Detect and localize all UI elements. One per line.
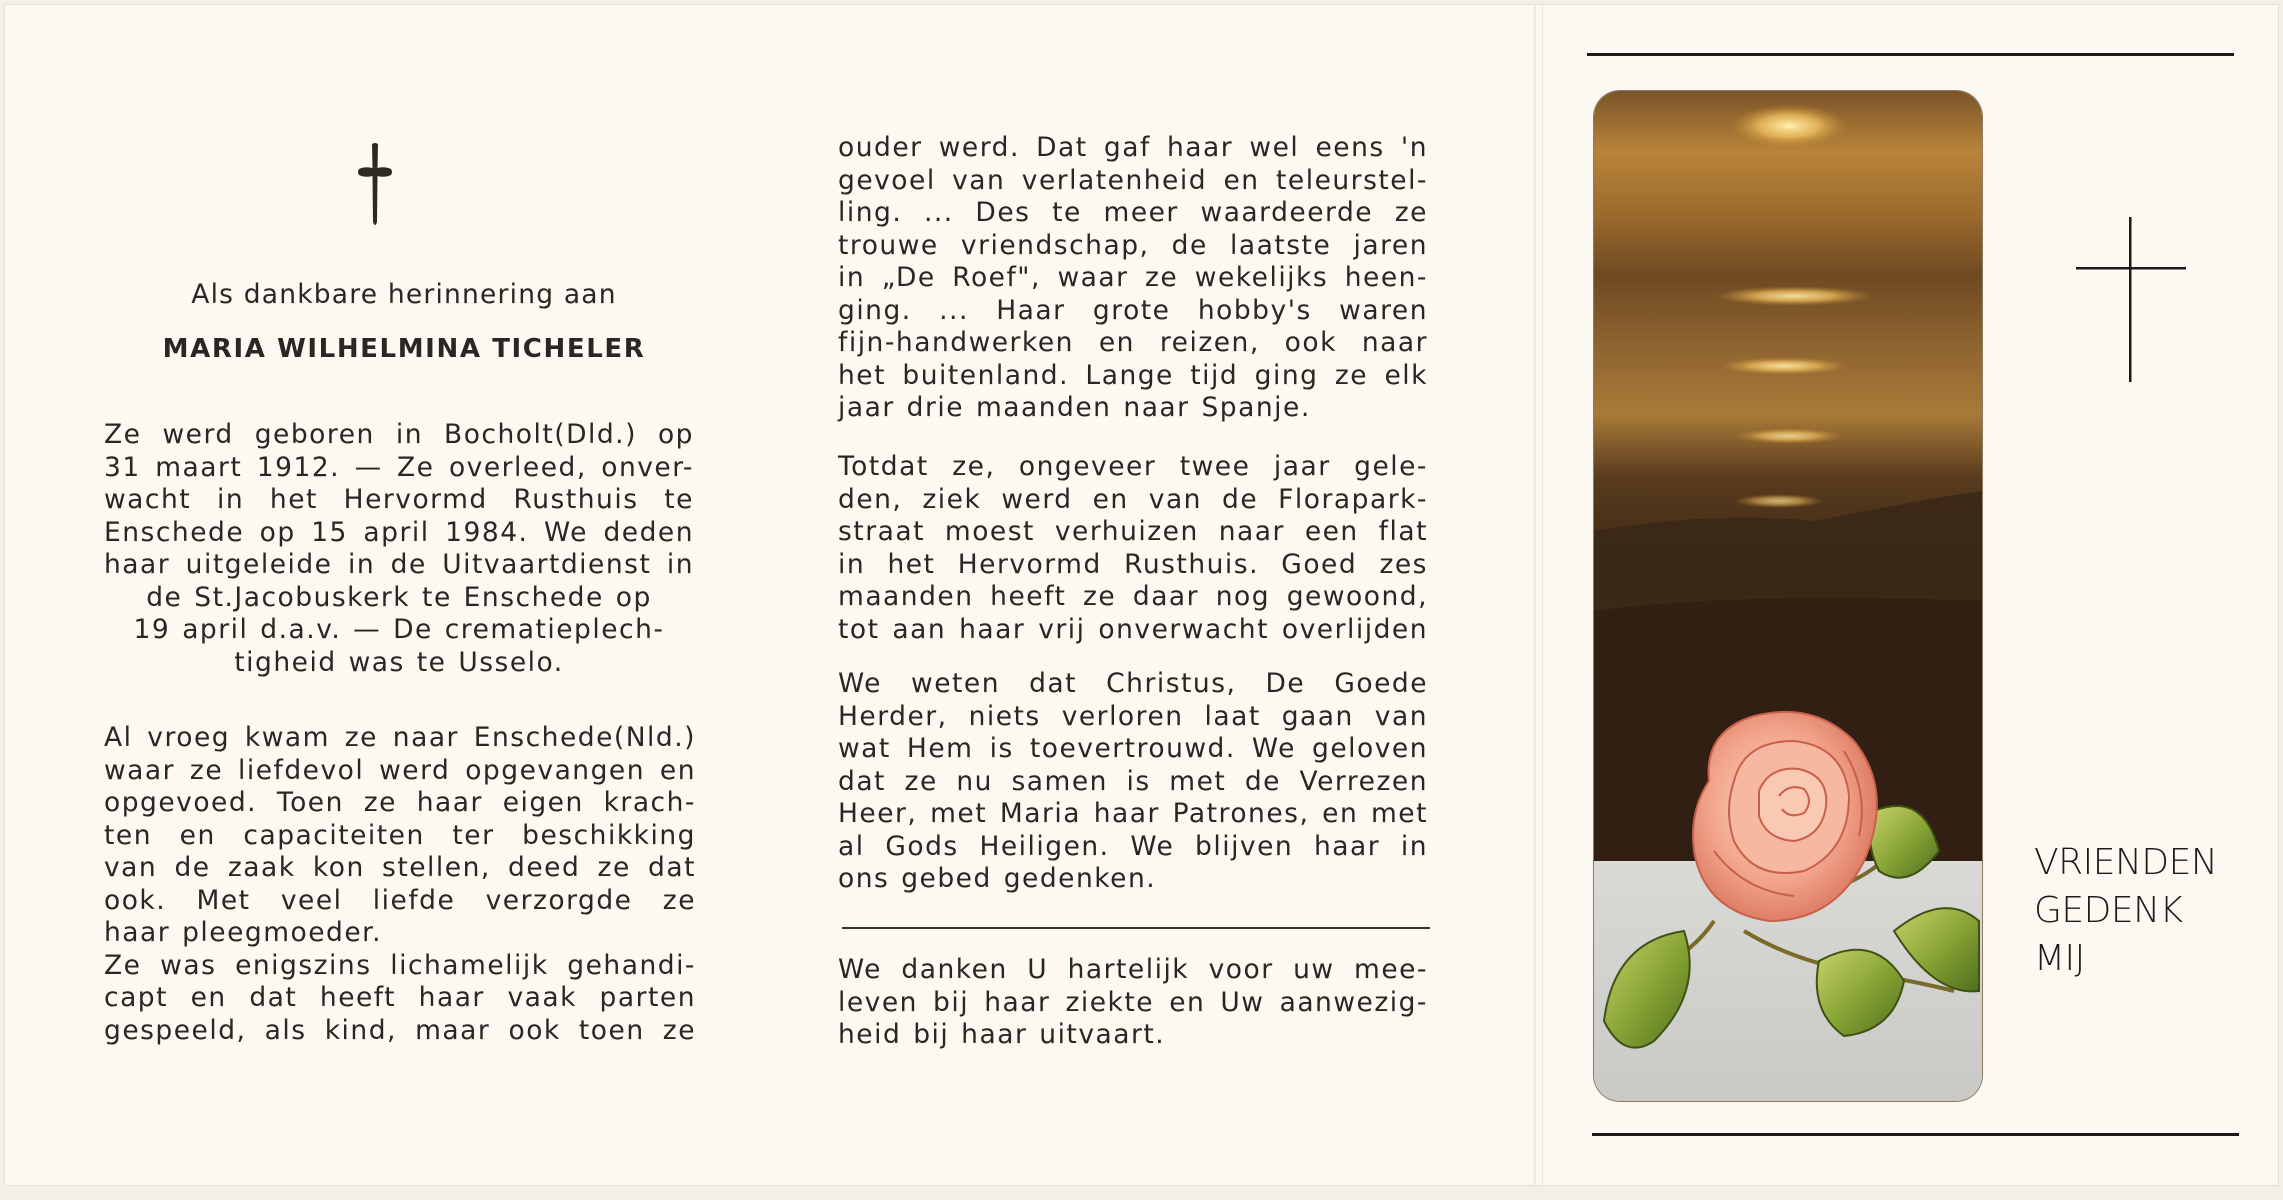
fold-line bbox=[1542, 4, 1543, 1186]
text-line: ons gebed gedenken. bbox=[838, 863, 1157, 894]
text-line: wat Hem is toevertrouwd. We geloven bbox=[838, 733, 1428, 764]
paragraph-illness bbox=[838, 451, 1428, 646]
text-line: haar uitgeleide in de Uitvaartdienst in bbox=[104, 549, 694, 580]
text-line: ook. Met veel liefde verzorgde ze bbox=[104, 884, 696, 916]
text-line: gespeeld, als kind, maar ook toen ze bbox=[104, 1014, 696, 1046]
text-line: ouder werd. Dat gaf haar wel eens 'n bbox=[838, 132, 1428, 163]
text-line: Ze was enigszins lichamelijk gehandi- bbox=[104, 949, 696, 981]
text-line: We weten dat Christus, De Goede bbox=[838, 668, 1428, 699]
text-line: waar ze liefdevol werd opgevangen en bbox=[104, 754, 696, 786]
cross-icon bbox=[355, 142, 395, 228]
divider-line bbox=[842, 927, 1430, 929]
text-line: Ze werd geboren in Bocholt(Dld.) op bbox=[104, 419, 694, 450]
text-line: al Gods Heiligen. We blijven haar in bbox=[838, 830, 1428, 862]
fold-line bbox=[1534, 4, 1536, 1186]
text-line: 31 maart 1912. — Ze overleed, onver- bbox=[104, 451, 694, 483]
bottom-rule bbox=[1592, 1133, 2239, 1136]
text-line: in het Hervormd Rusthuis. Goed zes bbox=[838, 548, 1428, 580]
text-line: gevoel van verlatenheid en teleurstel- bbox=[838, 164, 1428, 196]
text-line: van de zaak kon stellen, deed ze dat bbox=[104, 852, 696, 883]
text-line: wacht in het Hervormd Rusthuis te bbox=[104, 484, 694, 515]
paragraph-youth bbox=[104, 722, 696, 1047]
text-line: We danken U hartelijk voor uw mee- bbox=[838, 954, 1428, 985]
thin-cross-icon bbox=[2076, 217, 2186, 382]
paragraph-faith bbox=[838, 668, 1428, 896]
text-line: leven bij haar ziekte en Uw aanwezig- bbox=[838, 986, 1428, 1018]
text-line: haar pleegmoeder. bbox=[104, 917, 383, 948]
sunset-rose-picture bbox=[1594, 91, 1982, 1101]
text-line: Heer, met Maria haar Patrones, en met bbox=[838, 798, 1428, 829]
top-rule bbox=[1587, 53, 2234, 56]
text-line: 19 april d.a.v. — De crematieplech- bbox=[133, 614, 665, 645]
text-line: de St.Jacobuskerk te Enschede op bbox=[146, 581, 652, 613]
text-line: tigheid was te Usselo. bbox=[234, 646, 564, 678]
text-line: capt en dat heeft haar vaak parten bbox=[104, 982, 696, 1013]
text-line: Totdat ze, ongeveer twee jaar gele- bbox=[838, 451, 1428, 482]
text-line: fijn-handwerken en reizen, ook naar bbox=[838, 327, 1428, 358]
text-line: opgevoed. Toen ze haar eigen krach- bbox=[104, 787, 696, 818]
deceased-name: MARIA WILHELMINA TICHELER bbox=[162, 334, 646, 364]
paragraph-birth bbox=[104, 419, 694, 679]
text-line: ging. ... Haar grote hobby's waren bbox=[838, 294, 1428, 326]
text-line: dat ze nu samen is met de Verrezen bbox=[838, 765, 1428, 797]
text-line: trouwe vriendschap, de laatste jaren bbox=[838, 229, 1428, 261]
motto-line: VRIENDEN bbox=[2034, 842, 2218, 883]
text-line: Enschede op 15 april 1984. We deden bbox=[104, 516, 694, 548]
text-line: in „De Roef", waar ze wekelijks heen- bbox=[838, 262, 1428, 293]
text-line: jaar drie maanden naar Spanje. bbox=[838, 392, 1311, 423]
text-line: ling. ... Des te meer waardeerde ze bbox=[838, 197, 1428, 228]
paragraph-thanks bbox=[838, 954, 1428, 1052]
motto-line: MIJ bbox=[2034, 938, 2085, 979]
text-line: tot aan haar vrij onverwacht overlijden bbox=[838, 613, 1428, 645]
sunset-rose-illustration bbox=[1594, 91, 1982, 1101]
text-line: heid bij haar uitvaart. bbox=[838, 1019, 1166, 1050]
text-line: den, ziek werd en van de Florapark- bbox=[838, 483, 1428, 515]
text-line: maanden heeft ze daar nog gewoond, bbox=[838, 581, 1428, 612]
text-line: het buitenland. Lange tijd ging ze elk bbox=[838, 359, 1428, 391]
motto-line: GEDENK bbox=[2034, 890, 2183, 931]
intro-line: Als dankbare herinnering aan bbox=[191, 279, 617, 310]
memorial-card bbox=[4, 4, 2279, 1186]
text-line: ten en capaciteiten ter beschikking bbox=[104, 819, 696, 851]
text-line: straat moest verhuizen naar een flat bbox=[838, 516, 1428, 547]
text-line: Al vroeg kwam ze naar Enschede(Nld.) bbox=[104, 722, 696, 753]
paragraph-life bbox=[838, 132, 1428, 425]
text-line: Herder, niets verloren laat gaan van bbox=[838, 700, 1428, 732]
motto bbox=[2034, 839, 2264, 983]
